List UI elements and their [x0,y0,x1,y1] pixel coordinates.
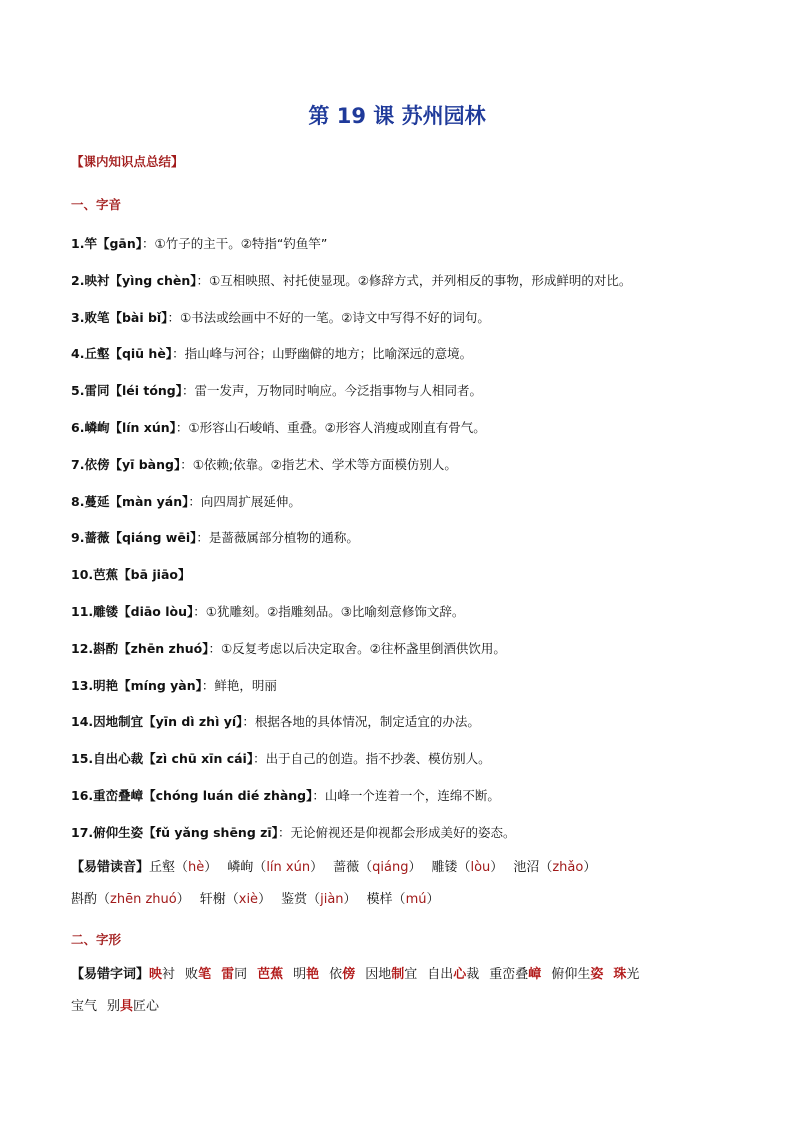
entry-term: 6.嶙峋【lín xún】 [71,419,176,435]
reading-text: 嶙峋（ [227,860,267,875]
error-prone-words-label: 【易错字词】 [71,967,150,982]
reading-pinyin: qiáng [372,860,409,875]
entry-term: 7.依傍【yī bàng】 [71,456,181,472]
reading-text: 池沼（ [513,860,553,875]
reading-pinyin: xiè [238,892,259,907]
reading-item [333,860,421,875]
entry-term: 9.蔷薇【qiáng wēi】 [71,530,197,546]
reading-text: ） [258,892,272,907]
pronunciation-entry [71,383,761,420]
reading-text: ） [490,860,504,875]
reading-text: 模样（ [366,892,406,907]
pronunciation-entry [71,346,761,383]
reading-text: 轩榭（ [199,892,239,907]
highlighted-char: 艳 [306,967,320,982]
entry-term: 3.败笔【bài bǐ】 [71,309,168,325]
entry-definition: ：指山峰与河谷；山野幽僻的地方；比喻深远的意境。 [172,346,473,362]
highlighted-char: 傍 [342,967,356,982]
word-char: 光 [626,967,640,982]
reading-text: 雕镂（ [431,860,471,875]
word-char: 败 [185,967,199,982]
error-prone-word [551,967,603,982]
error-prone-word [329,967,355,982]
page-title: 第 19 课 苏州园林 [308,104,486,128]
pronunciation-entry [71,310,761,347]
entry-definition: ：①形容山石峻峭、重叠。②形容人消瘦或刚直有骨气。 [175,419,486,435]
reading-item [513,860,596,875]
pronunciation-entry [71,457,761,494]
word-char: 明 [293,967,307,982]
reading-pinyin: lín xún [266,860,311,875]
entry-term: 1.竿【gān】 [71,236,142,251]
error-prone-reading-line-1 [71,860,761,876]
word-char: 俯仰生 [551,967,591,982]
error-prone-word [489,967,541,982]
reading-item [431,860,503,875]
error-prone-word [613,967,639,982]
word-char: 因地 [365,967,392,982]
entry-definition: ：是蔷薇属部分植物的通称。 [196,530,359,546]
entry-definition: ：①书法或绘画中不好的一笔。②诗文中写得不好的词句。 [167,309,490,325]
error-prone-words-line-2 [71,999,761,1015]
entry-definition: ：①反复考虑以后决定取舍。②往杯盏里倒酒供饮用。 [208,640,506,656]
pronunciation-entry [71,751,761,788]
section-pronunciation-heading: 一、字音 [71,197,122,212]
reading-item [367,892,440,907]
error-prone-word [427,967,479,982]
reading-item [71,892,190,907]
pronunciation-entry [71,678,761,715]
error-prone-word [149,967,175,982]
highlighted-char: 姿 [590,967,604,982]
reading-text: ） [310,860,324,875]
error-prone-words-line-1 [71,967,761,983]
entry-term: 4.丘壑【qiū hè】 [71,346,173,362]
word-char: 依 [329,967,343,982]
entry-definition: ：①互相映照、衬托使显现。②修辞方式，并列相反的事物，形成鲜明的对比。 [196,272,632,288]
reading-text: ） [426,892,440,907]
reading-text: ） [204,860,218,875]
highlighted-char: 雷 [221,967,235,982]
reading-text: 丘壑（ [149,860,189,875]
entry-term: 5.雷同【léi tóng】 [71,383,183,399]
word-char: 同 [234,967,248,982]
entry-definition: ：出于自己的创造。指不抄袭、模仿别人。 [253,751,491,767]
entry-definition: ：①犹雕刻。②指雕刻品。③比喻刻意修饰文辞。 [193,603,465,619]
highlighted-char: 制 [391,967,405,982]
pronunciation-entry [71,788,761,825]
error-prone-reading-label: 【易错读音】 [71,860,150,875]
error-prone-word [71,999,97,1014]
entry-term: 15.自出心裁【zì chū xīn cái】 [71,751,254,767]
word-char: 宝气 [71,999,98,1014]
reading-item [149,860,217,875]
reading-pinyin: zhǎo [552,860,584,875]
reading-pinyin: mú [405,892,427,907]
entry-definition: ：山峰一个连着一个，连绵不断。 [312,787,500,803]
entry-term: 16.重峦叠嶂【chóng luán dié zhàng】 [71,787,313,803]
entry-definition: ：无论俯视还是仰视都会形成美好的姿态。 [277,824,516,840]
reading-pinyin: lòu [470,860,491,875]
entry-term: 11.雕镂【diāo lòu】 [71,603,194,619]
entry-definition: ：根据各地的具体情况，制定适宜的办法。 [242,714,480,730]
pronunciation-entry [71,825,761,862]
pronunciation-entry [71,420,761,457]
pronunciation-entry [71,641,761,678]
entry-term: 12.斟酌【zhēn zhuó】 [71,640,209,656]
section-glyph-heading: 二、字形 [71,932,122,947]
error-prone-word [107,999,159,1014]
pronunciation-list [71,236,761,862]
highlighted-char: 嶂 [528,967,542,982]
word-char: 别 [107,999,121,1014]
entry-term: 17.俯仰生姿【fǔ yǎng shēng zī】 [71,824,278,840]
summary-heading: 【课内知识点总结】 [71,154,184,169]
reading-pinyin: jiàn [320,892,344,907]
reading-text: ） [408,860,422,875]
pronunciation-entry [71,530,761,567]
pronunciation-entry [71,494,761,531]
reading-pinyin: hè [188,860,205,875]
entry-term: 10.芭蕉【bā jiāo】 [71,567,191,583]
reading-text: 蔷薇（ [333,860,373,875]
error-prone-word [365,967,417,982]
entry-term: 14.因地制宜【yīn dì zhì yí】 [71,714,243,730]
reading-text: 鉴赏（ [281,892,321,907]
word-char: 重峦叠 [489,967,529,982]
word-char: 自出 [427,967,454,982]
word-char: 衬 [162,967,176,982]
reading-text: 斟酌（ [71,892,111,907]
entry-definition: ：鲜艳，明丽 [201,677,277,693]
reading-text: ） [343,892,357,907]
entry-term: 13.明艳【míng yàn】 [71,677,202,693]
highlighted-char: 心 [453,967,467,982]
error-prone-word [185,967,211,982]
word-char: 宜 [404,967,418,982]
pronunciation-entry [71,714,761,751]
pronunciation-entry [71,273,761,310]
highlighted-char: 珠 [613,967,627,982]
highlighted-char: 笔 [198,967,212,982]
entry-definition: ：①依赖;依靠。②指艺术、学术等方面模仿别人。 [180,456,457,472]
highlighted-char: 具 [120,999,134,1014]
reading-text: ） [176,892,190,907]
entry-definition: ：①竹子的主干。②特指“钓鱼竿” [141,236,328,251]
entry-definition: ：雷一发声，万物同时响应。今泛指事物与人相同者。 [182,383,483,399]
reading-item [200,892,271,907]
word-char: 裁 [466,967,480,982]
pronunciation-entry [71,236,761,273]
word-char: 匠心 [133,999,160,1014]
entry-term: 2.映衬【yìng chèn】 [71,272,197,288]
error-prone-word [221,967,247,982]
highlighted-char: 映 [149,967,163,982]
reading-item [227,860,323,875]
entry-definition: ：向四周扩展延伸。 [188,493,301,509]
reading-text: ） [583,860,597,875]
error-prone-word [293,967,319,982]
entry-term: 8.蔓延【màn yán】 [71,493,189,509]
highlighted-char: 芭蕉 [257,967,284,982]
reading-pinyin: zhēn zhuó [110,892,177,907]
error-prone-reading-line-2 [71,892,761,908]
error-prone-word [257,967,283,982]
pronunciation-entry [71,567,761,604]
pronunciation-entry [71,604,761,641]
reading-item [281,892,356,907]
